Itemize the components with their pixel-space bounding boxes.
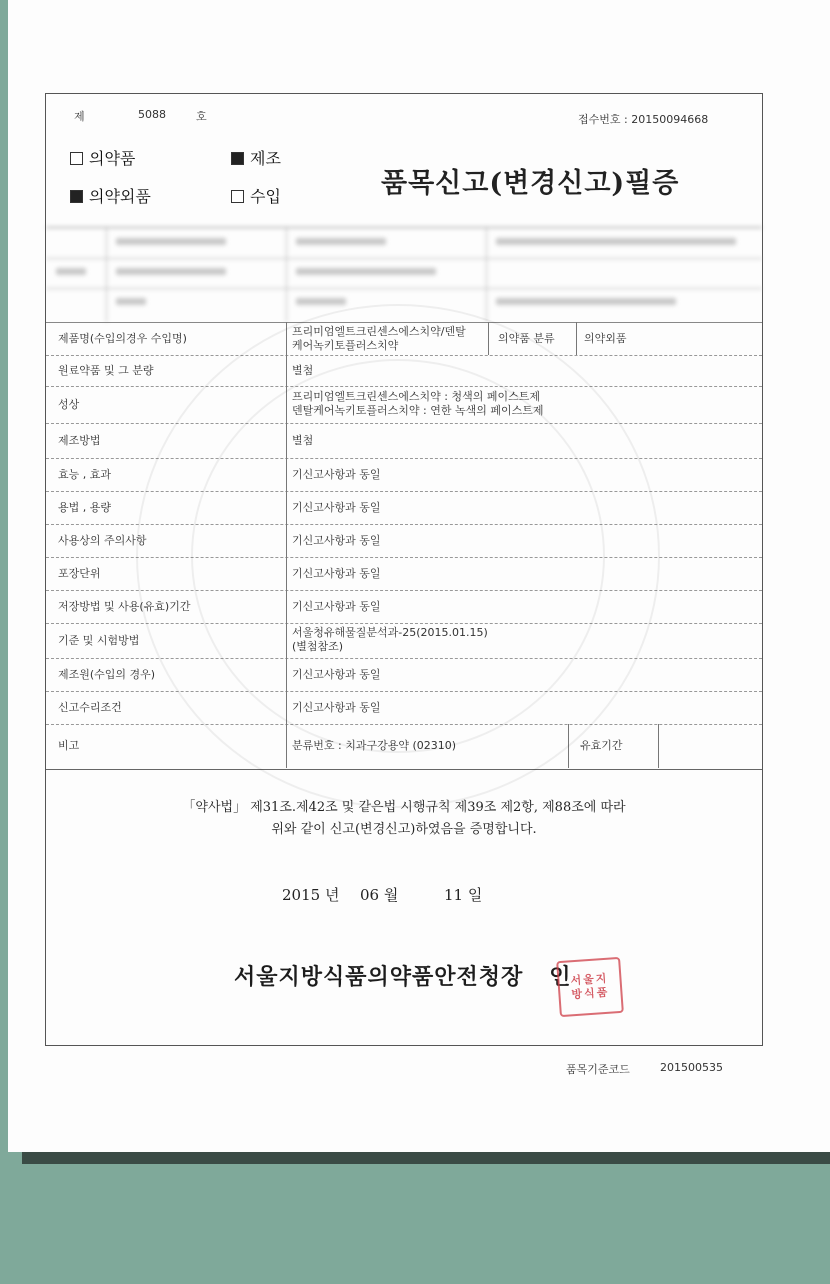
row-value: 분류번호 : 치과구강용약 (02310)	[292, 739, 457, 752]
row-value: 기신고사항과 동일	[292, 600, 381, 613]
row-label: 제조원(수입의 경우)	[58, 668, 156, 681]
row-value: 프리미엄엘트크린센스에스치약 : 청색의 페이스트제 덴탈케어녹키토플러스치약 : 연한 녹색의 페이스트제	[292, 390, 544, 417]
row-value: 기신고사항과 동일	[292, 534, 381, 547]
checkbox-label: 수입	[250, 187, 281, 206]
document-page	[8, 0, 830, 1152]
item-code-label: 품목기준코드	[566, 1063, 630, 1076]
row-label: 제조방법	[58, 434, 101, 447]
receipt-number: 접수번호 : 20150094668	[578, 113, 709, 126]
row-value: 기신고사항과 동일	[292, 468, 381, 481]
checkbox-import	[231, 184, 281, 207]
issuer-title: 서울지방식품의약품안전청장	[234, 964, 524, 990]
doc-number-prefix: 제	[74, 110, 85, 123]
row-label: 용법 , 용량	[58, 501, 111, 514]
legal-basis-line: 「약사법」 제31조.제42조 및 같은법 시행규칙 제39조 제2항, 제88조에 따라	[182, 800, 626, 815]
row-value: 기신고사항과 동일	[292, 668, 381, 681]
checkbox-label: 의약품	[89, 149, 136, 168]
checkbox-filled-icon	[70, 190, 83, 203]
row-label: 제품명(수입의경우 수입명)	[58, 332, 187, 345]
certification-line: 위와 같이 신고(변경신고)하였음을 증명합니다.	[271, 822, 537, 837]
checkbox-pharmaceutical	[70, 146, 135, 169]
row-label: 성상	[58, 398, 80, 411]
row-value: 기신고사항과 동일	[292, 501, 381, 514]
row-value: 기신고사항과 동일	[292, 567, 381, 580]
document-title: 품목신고(변경신고)필증	[381, 168, 680, 199]
date-day: 11 일	[444, 886, 483, 904]
stamp-text: 서울지방식품	[570, 971, 610, 1002]
checkbox-filled-icon	[231, 152, 244, 165]
row-label: 신고수리조건	[58, 701, 122, 714]
checkbox-label: 제조	[250, 149, 281, 168]
checkbox-manufacture	[231, 146, 281, 169]
row-value: 별첨	[292, 364, 314, 377]
certificate-frame	[45, 93, 763, 1046]
checkbox-quasi-drug	[70, 184, 151, 207]
row-value: 기신고사항과 동일	[292, 701, 381, 714]
classification-label: 의약품 분류	[498, 332, 555, 345]
doc-number: 5088	[138, 108, 166, 121]
issuer-name	[234, 960, 572, 991]
doc-number-suffix: 호	[196, 110, 207, 123]
row-label: 사용상의 주의사항	[58, 534, 147, 547]
checkbox-label: 의약외품	[89, 187, 151, 206]
date-month: 06 월	[360, 886, 399, 904]
classification-value: 의약외품	[584, 332, 627, 345]
seal-char: 인	[549, 964, 572, 990]
item-code-value: 201500535	[660, 1061, 723, 1074]
row-label: 포장단위	[58, 567, 101, 580]
checkbox-empty-icon	[231, 190, 244, 203]
row-label: 저장방법 및 사용(유효)기간	[58, 600, 191, 613]
row-value: 서울청유해물질분석과-25(2015.01.15) (별첨참조)	[292, 626, 488, 653]
validity-label: 유효기간	[580, 739, 623, 752]
column-divider	[576, 322, 577, 355]
date-year: 2015 년	[282, 886, 340, 904]
watermark-seal-inner	[191, 359, 605, 753]
checkbox-empty-icon	[70, 152, 83, 165]
column-divider	[658, 724, 659, 768]
official-seal-stamp	[556, 957, 624, 1017]
row-value: 프리미엄엘트크린센스에스치약/덴탈 케어녹키토플러스치약	[292, 325, 466, 352]
row-label: 원료약품 및 그 분량	[58, 364, 154, 377]
row-label: 비고	[58, 739, 80, 752]
row-label: 효능 , 효과	[58, 468, 111, 481]
row-value: 별첨	[292, 434, 314, 447]
row-label: 기준 및 시험방법	[58, 634, 140, 647]
